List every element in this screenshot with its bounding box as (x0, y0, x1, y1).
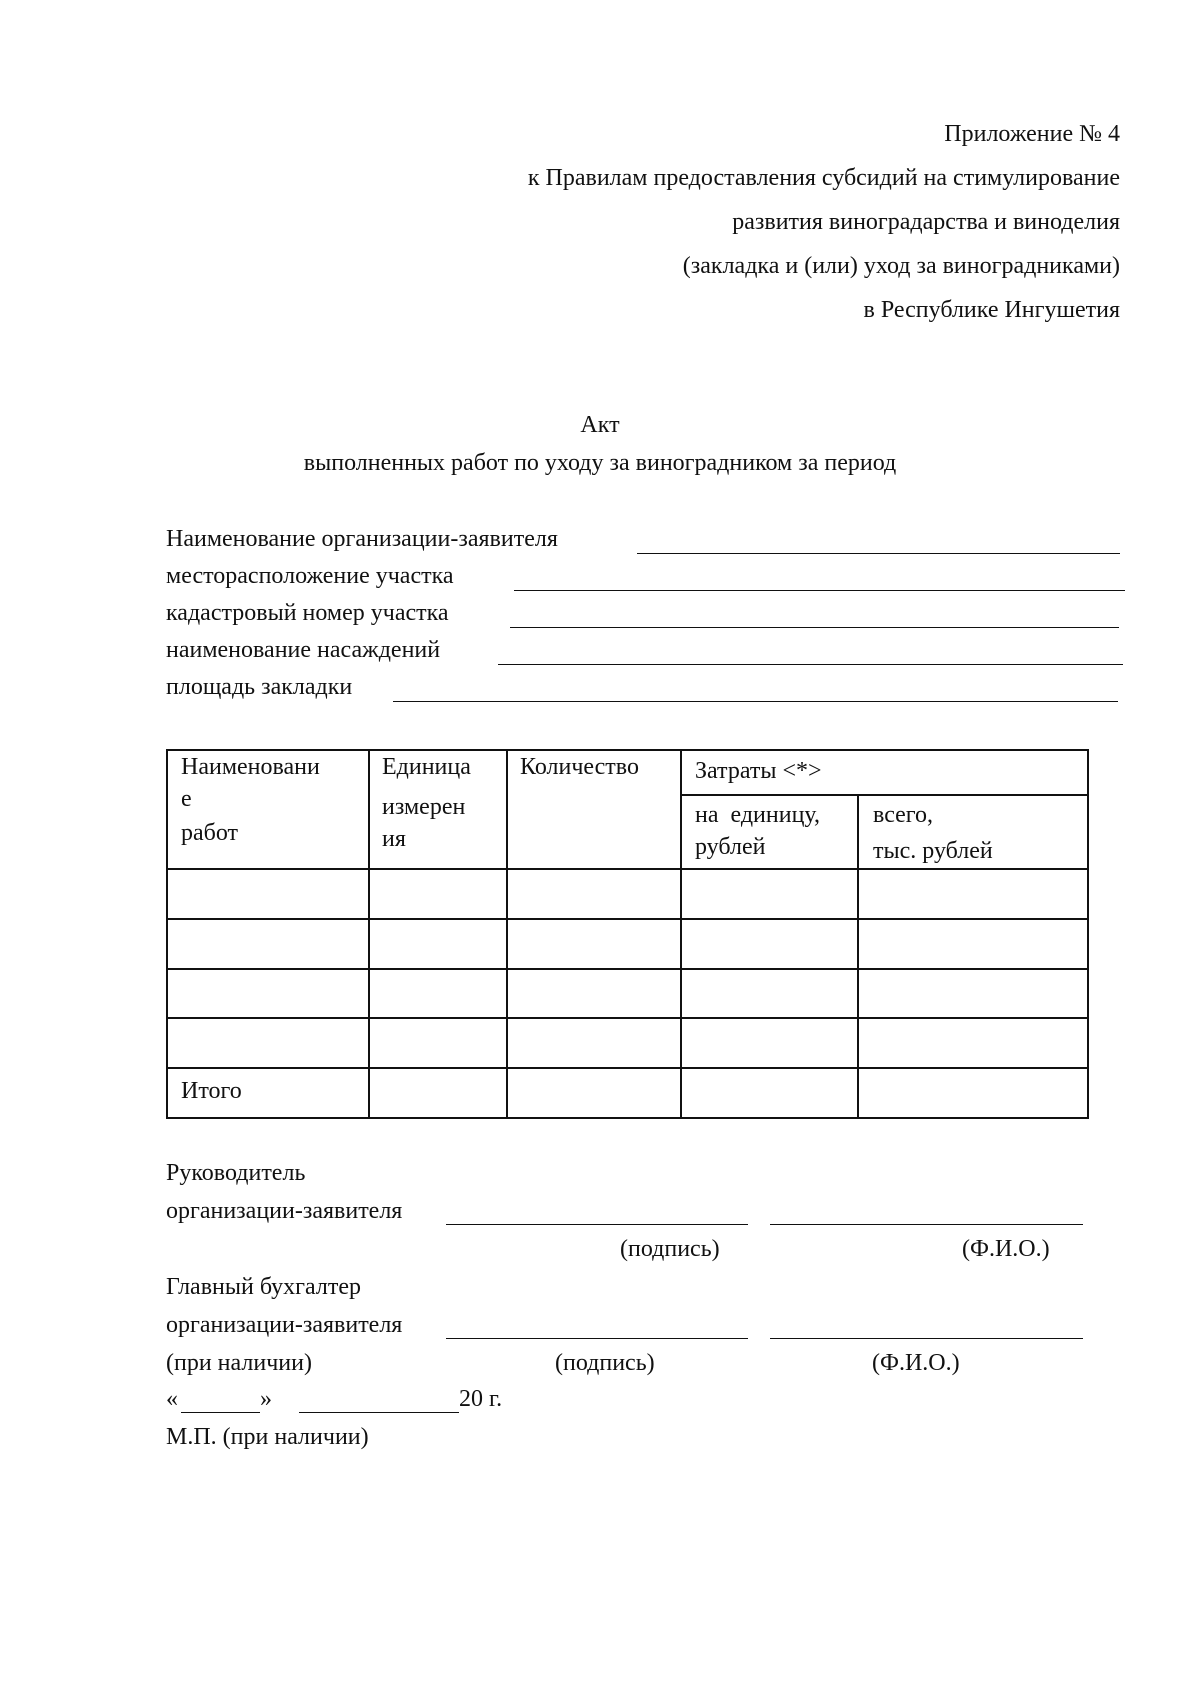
head-org: организации-заявителя (166, 1198, 403, 1224)
header-per-unit (695, 797, 820, 865)
accountant-name-caption: (Ф.И.О.) (872, 1350, 960, 1376)
header-line: (закладка и (или) уход за виноградниками) (682, 253, 1120, 279)
field-line-cadastral-number[interactable] (510, 627, 1119, 628)
header-costs: Затраты <*> (695, 758, 822, 784)
table-border (166, 968, 1089, 970)
works-table (166, 749, 1089, 1119)
header-line: к Правилам предоставления субсидий на стимулирование (527, 165, 1120, 191)
date-close-quote: » (260, 1386, 272, 1412)
head-signature-caption: (подпись) (620, 1236, 720, 1262)
table-border (857, 794, 859, 1119)
field-label-cadastral-number: кадастровый номер участка (166, 600, 449, 626)
table-border (680, 794, 1089, 796)
appendix-header (320, 112, 1120, 332)
header-text: на единицу, (695, 802, 821, 828)
table-border (680, 749, 682, 1119)
header-line: развития виноградарства и виноделия (732, 209, 1120, 235)
stamp-place: М.П. (при наличии) (166, 1424, 369, 1450)
field-line-planting-area[interactable] (393, 701, 1118, 702)
field-line-location[interactable] (514, 590, 1125, 591)
date-year-suffix: 20 г. (459, 1386, 503, 1412)
date-day-line[interactable] (181, 1412, 260, 1413)
table-border (506, 749, 508, 1119)
table-border (166, 749, 168, 1119)
header-text: е (181, 786, 192, 812)
header-work-name (181, 749, 320, 851)
document-title: Акт (580, 412, 620, 438)
date-open-quote: « (166, 1386, 178, 1412)
table-border (166, 918, 1089, 920)
table-border (166, 1017, 1089, 1019)
accountant-if-any: (при наличии) (166, 1350, 312, 1376)
header-text: Единица (382, 754, 471, 780)
accountant-name-line[interactable] (770, 1338, 1083, 1339)
header-unit (382, 749, 471, 857)
head-name-line[interactable] (770, 1224, 1083, 1225)
table-border (368, 749, 370, 1119)
header-text: работ (181, 820, 239, 846)
head-name-caption: (Ф.И.О.) (962, 1236, 1050, 1262)
date-month-line[interactable] (299, 1412, 459, 1413)
accountant-org: организации-заявителя (166, 1312, 403, 1338)
header-text: Наименовани (181, 754, 320, 780)
header-text: измерен (382, 794, 466, 820)
accountant-signature-line[interactable] (446, 1338, 748, 1339)
total-row-label: Итого (181, 1078, 242, 1104)
header-line: Приложение № 4 (944, 121, 1120, 147)
field-label-location: месторасположение участка (166, 563, 454, 589)
head-title: Руководитель (166, 1160, 306, 1186)
head-signature-line[interactable] (446, 1224, 748, 1225)
document-subtitle: выполненных работ по уходу за виноградником за период (303, 450, 897, 476)
field-label-organization: Наименование организации-заявителя (166, 526, 558, 552)
field-label-planting-area: площадь закладки (166, 674, 353, 700)
field-line-plantings[interactable] (498, 664, 1123, 665)
field-line-organization[interactable] (637, 553, 1120, 554)
header-total (873, 797, 993, 869)
header-text: рублей (695, 834, 766, 860)
header-line: в Республике Ингушетия (863, 297, 1120, 323)
field-label-plantings: наименование насаждений (166, 637, 441, 663)
header-text: всего, (873, 802, 934, 828)
header-text: ия (382, 826, 406, 852)
table-border (1087, 749, 1089, 1119)
accountant-signature-caption: (подпись) (555, 1350, 655, 1376)
accountant-title: Главный бухгалтер (166, 1274, 361, 1300)
table-border (166, 1117, 1089, 1119)
table-border (166, 1067, 1089, 1069)
header-text: тыс. рублей (873, 838, 993, 864)
header-quantity: Количество (520, 754, 639, 780)
